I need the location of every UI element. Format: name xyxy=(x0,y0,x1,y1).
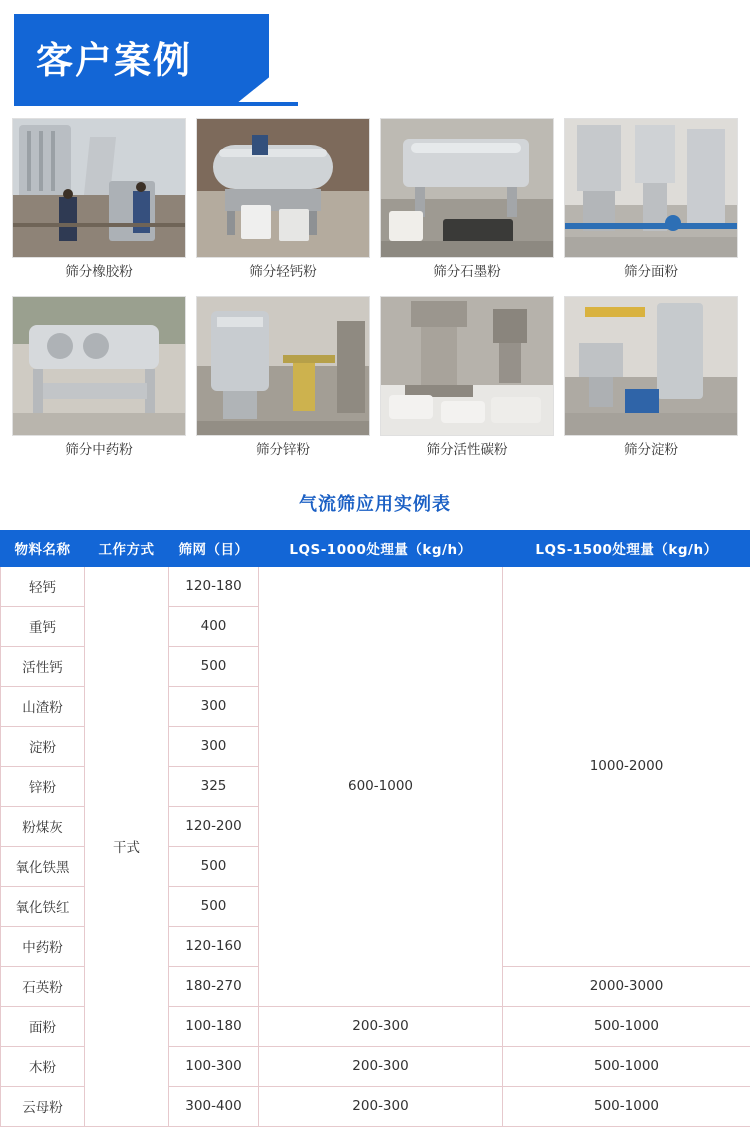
cell-mesh: 180-270 xyxy=(169,966,259,1006)
cell-capacity-1000: 600-1000 xyxy=(259,566,503,1006)
cell-material: 中药粉 xyxy=(1,926,85,966)
gallery-caption: 筛分淀粉 xyxy=(624,441,678,458)
cell-mesh: 120-200 xyxy=(169,806,259,846)
table-row xyxy=(1,566,750,606)
starch-screening-photo xyxy=(564,296,738,436)
cell-capacity-1500: 500-1000 xyxy=(503,1046,750,1086)
gallery-caption: 筛分轻钙粉 xyxy=(249,264,317,280)
cell-work-mode: 干式 xyxy=(85,566,169,1126)
cell-mesh: 400 xyxy=(169,606,259,646)
gallery-item[interactable] xyxy=(564,296,738,464)
cell-material: 重钙 xyxy=(1,606,85,646)
zinc-powder-screening-photo xyxy=(196,296,370,436)
gallery-item[interactable] xyxy=(380,118,554,286)
header-capacity-1500: LQS-1500处理量（kg/h） xyxy=(503,530,750,566)
table-header-row xyxy=(1,530,750,566)
cell-material: 轻钙 xyxy=(1,566,85,606)
cell-material: 山渣粉 xyxy=(1,686,85,726)
spec-table xyxy=(0,530,750,1127)
gallery-item[interactable] xyxy=(196,296,370,464)
gallery-item[interactable] xyxy=(196,118,370,286)
cell-mesh: 500 xyxy=(169,886,259,926)
table-title: 气流筛应用实例表 xyxy=(299,493,451,515)
cell-capacity-1500: 2000-3000 xyxy=(503,966,750,1006)
header-mesh: 筛网（目） xyxy=(169,530,259,566)
graphite-powder-screening-photo xyxy=(380,118,554,258)
gallery-caption: 筛分活性碳粉 xyxy=(426,441,508,458)
cell-material: 锌粉 xyxy=(1,766,85,806)
cell-material: 木粉 xyxy=(1,1046,85,1086)
cell-material: 活性钙 xyxy=(1,646,85,686)
cell-capacity-1500: 500-1000 xyxy=(503,1086,750,1126)
cell-mesh: 300 xyxy=(169,686,259,726)
banner-underline xyxy=(14,102,298,106)
header-work-mode: 工作方式 xyxy=(85,530,169,566)
gallery-caption: 筛分面粉 xyxy=(624,264,678,280)
cell-capacity-1500: 500-1000 xyxy=(503,1006,750,1046)
cell-material: 面粉 xyxy=(1,1006,85,1046)
chinese-medicine-powder-screening-photo xyxy=(12,296,186,436)
page-header xyxy=(0,0,750,118)
gallery-item[interactable] xyxy=(12,296,186,464)
activated-carbon-powder-screening-photo xyxy=(380,296,554,436)
cell-material: 氧化铁黑 xyxy=(1,846,85,886)
cell-mesh: 300 xyxy=(169,726,259,766)
cell-mesh: 500 xyxy=(169,646,259,686)
header-capacity-1000: LQS-1000处理量（kg/h） xyxy=(259,530,503,566)
gallery-caption: 筛分橡胶粉 xyxy=(65,264,133,280)
gallery-caption: 筛分中药粉 xyxy=(65,441,133,458)
gallery-caption: 筛分锌粉 xyxy=(256,441,310,458)
gallery-caption: 筛分石墨粉 xyxy=(433,264,501,280)
case-gallery xyxy=(12,118,738,464)
cell-capacity-1000: 200-300 xyxy=(259,1086,503,1126)
cell-material: 氧化铁红 xyxy=(1,886,85,926)
cell-mesh: 100-300 xyxy=(169,1046,259,1086)
cell-capacity-1000: 200-300 xyxy=(259,1046,503,1086)
cell-capacity-1500: 1000-2000 xyxy=(503,566,750,966)
cell-material: 淀粉 xyxy=(1,726,85,766)
cell-mesh: 325 xyxy=(169,766,259,806)
header-material: 物料名称 xyxy=(1,530,85,566)
gallery-item[interactable] xyxy=(12,118,186,286)
cell-capacity-1000: 200-300 xyxy=(259,1006,503,1046)
gallery-item[interactable] xyxy=(564,118,738,286)
cell-mesh: 500 xyxy=(169,846,259,886)
cell-mesh: 100-180 xyxy=(169,1006,259,1046)
cell-material: 云母粉 xyxy=(1,1086,85,1126)
light-calcium-powder-screening-photo xyxy=(196,118,370,258)
flour-screening-photo xyxy=(564,118,738,258)
page-title: 客户案例 xyxy=(36,39,192,82)
cell-material: 石英粉 xyxy=(1,966,85,1006)
cell-mesh: 120-180 xyxy=(169,566,259,606)
gallery-item[interactable] xyxy=(380,296,554,464)
cell-mesh: 300-400 xyxy=(169,1086,259,1126)
cell-material: 粉煤灰 xyxy=(1,806,85,846)
rubber-powder-screening-photo xyxy=(12,118,186,258)
cell-mesh: 120-160 xyxy=(169,926,259,966)
